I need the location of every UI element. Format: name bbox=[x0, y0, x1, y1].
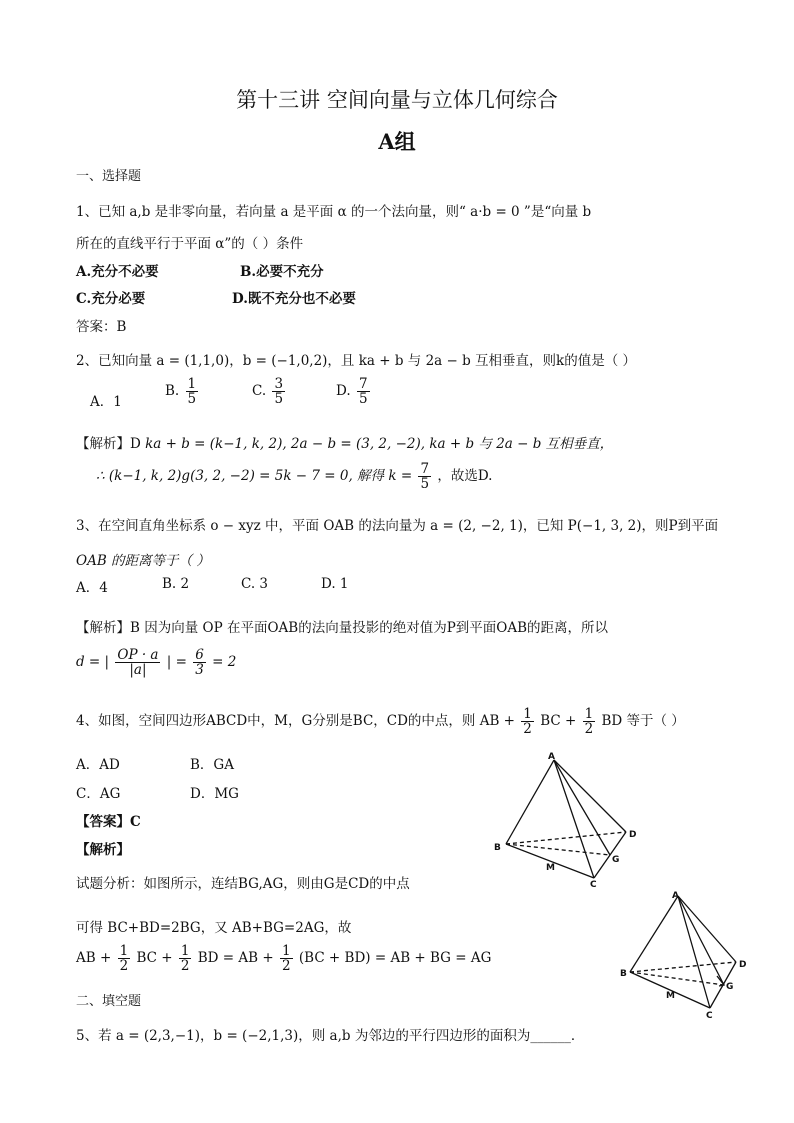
q5-stem: 5、若 a = (2,3,−1)，b = (−2,1,3)，则 a,b 为邻边的平行四边形的面积为______． bbox=[76, 1028, 585, 1044]
q2-option-c-den: 5 bbox=[274, 391, 284, 408]
q4-half-num-2: 1 bbox=[584, 706, 594, 722]
tetrahedron-figure-2 bbox=[620, 890, 760, 1020]
q3-analysis-tag: 【解析】B bbox=[76, 620, 140, 636]
fig1-label-a: A bbox=[548, 752, 555, 762]
q3-stem-line1: 3、在空间直角坐标系 o − xyz 中，平面 OAB 的法向量为 a = (2, −2, 1)，已知 P(−1, 3, 2)，则P到平面 bbox=[76, 518, 719, 534]
q4-option-d: D．MG bbox=[190, 786, 239, 802]
q2-analysis-line2 bbox=[96, 462, 492, 491]
q2-option-a: A．1 bbox=[90, 394, 122, 410]
q3-option-a: A．4 bbox=[76, 580, 108, 596]
q4-answer: 【答案】C bbox=[76, 814, 141, 830]
q2-option-c-num: 3 bbox=[274, 376, 284, 392]
q4-option-c: C．AG bbox=[76, 786, 121, 802]
section-fill-heading: 二、填空题 bbox=[76, 994, 142, 1009]
q2-option-c-label: C. bbox=[252, 383, 267, 400]
q4-a3-num-3: 1 bbox=[281, 943, 291, 959]
q2-analysis-tag: 【解析】D bbox=[76, 436, 141, 452]
q4-half-num-1: 1 bbox=[523, 706, 532, 722]
q2-option-b-den: 5 bbox=[187, 391, 197, 408]
edge-ac bbox=[678, 896, 710, 1008]
q4-option-b: B．GA bbox=[190, 757, 234, 773]
fig1-label-b: B bbox=[494, 843, 501, 853]
q4-analysis3-c: BD = AB + bbox=[197, 950, 274, 967]
q2-analysis-num: 7 bbox=[420, 461, 430, 477]
q1-option-d: D.既不充分也不必要 bbox=[232, 291, 356, 307]
fig1-label-c: C bbox=[590, 880, 597, 888]
fig2-label-g: G bbox=[726, 982, 734, 992]
edge-ac bbox=[554, 760, 594, 878]
q3-analysis-line bbox=[76, 616, 608, 636]
fig2-label-d: D bbox=[739, 960, 747, 970]
q4-analysis-tag: 【解析】 bbox=[76, 842, 130, 858]
q4-option-a: A．AD bbox=[76, 757, 120, 773]
q1-answer: 答案：B bbox=[76, 319, 127, 335]
section-choice-heading: 一、选择题 bbox=[76, 169, 142, 184]
edge-ab bbox=[506, 760, 554, 844]
q3-analysis-text: 因为向量 OP 在平面OAB的法向量投影的绝对值为P到平面OAB的距离，所以 bbox=[144, 620, 609, 636]
q3-option-d: D. 1 bbox=[321, 576, 349, 592]
q1-option-a: A.充分不必要 bbox=[76, 264, 159, 280]
fig2-label-c: C bbox=[706, 1011, 713, 1020]
q2-option-d-num: 7 bbox=[358, 376, 368, 392]
q1-stem-line1: 1、已知 a,b 是非零向量，若向量 a 是平面 α 的一个法向量，则“ a·b = 0 ”是“向量 b bbox=[76, 204, 592, 220]
fig1-label-g: G bbox=[612, 855, 620, 865]
q3-formula-num2: 6 bbox=[195, 647, 204, 663]
page-title: 第十三讲 空间向量与立体几何综合 bbox=[236, 88, 558, 112]
q4-analysis-line3 bbox=[76, 944, 491, 973]
q4-analysis-line1: 试题分析：如图所示，连结BG,AG，则由G是CD的中点 bbox=[76, 876, 410, 892]
q4-a3-den-3: 2 bbox=[281, 958, 291, 975]
q2-analysis-text2: ∴ (k−1, k, 2)g(3, 2, −2) = 5k − 7 = 0, 解得 k = bbox=[96, 468, 413, 485]
q4-stem-mid: BC + bbox=[540, 713, 577, 730]
q2-stem: 2、已知向量 a = (1,1,0)，b = (−1,0,2)，且 ka + b 与 2a − b 互相垂直，则k的值是（ ） bbox=[76, 353, 637, 369]
q2-option-b-label: B. bbox=[165, 383, 180, 400]
q3-stem-line2: OAB 的距离等于（ ） bbox=[76, 553, 210, 569]
q4-a3-den-1: 2 bbox=[119, 958, 129, 975]
q3-formula-pre: d = | bbox=[76, 654, 110, 671]
q4-analysis-line2: 可得 BC+BD=2BG，又 AB+BG=2AG，故 bbox=[76, 920, 352, 936]
q4-stem-pre: 4、如图，空间四边形ABCD中，M，G分别是BC，CD的中点，则 AB + bbox=[76, 713, 515, 730]
q3-option-b: B. 2 bbox=[162, 576, 190, 592]
fig1-label-d: D bbox=[629, 830, 637, 840]
q2-analysis-text1: ka + b = (k−1, k, 2), 2a − b = (3, 2, −2), ka + b 与 2a − b 互相垂直， bbox=[145, 436, 614, 452]
q2-option-b bbox=[165, 377, 200, 406]
q3-distance-formula bbox=[76, 648, 236, 677]
q2-analysis-line1 bbox=[76, 432, 613, 452]
q3-option-c: C. 3 bbox=[241, 576, 269, 592]
q1-option-b: B.必要不充分 bbox=[240, 264, 324, 280]
q4-analysis3-b: BC + bbox=[136, 950, 173, 967]
tetrahedron-figure-1 bbox=[490, 752, 640, 888]
q4-a3-num-1: 1 bbox=[119, 943, 129, 959]
q4-half-den-1: 2 bbox=[523, 721, 532, 738]
q2-analysis-den: 5 bbox=[420, 476, 430, 493]
fig2-label-m: M bbox=[666, 991, 675, 1001]
q2-option-d bbox=[336, 377, 372, 406]
edge-bd-hidden bbox=[506, 832, 626, 844]
q4-half-den-2: 2 bbox=[584, 721, 594, 738]
q4-a3-den-2: 2 bbox=[180, 958, 190, 975]
edge-bd-hidden bbox=[630, 962, 736, 972]
q4-analysis3-d: (BC + BD) = AB + BG = AG bbox=[298, 950, 492, 967]
q3-formula-mid: | = bbox=[166, 654, 187, 671]
edge-bc bbox=[630, 972, 710, 1008]
q2-option-d-den: 5 bbox=[358, 391, 368, 408]
edge-ab bbox=[630, 896, 678, 972]
q4-stem-post: BD 等于（ ） bbox=[601, 713, 685, 730]
q4-stem bbox=[76, 707, 685, 736]
q3-formula-den: |a| bbox=[129, 662, 147, 679]
q4-a3-num-2: 1 bbox=[180, 943, 190, 959]
q1-option-c: C.充分必要 bbox=[76, 291, 146, 307]
fig2-label-a: A bbox=[672, 891, 679, 901]
q2-option-c bbox=[252, 377, 287, 406]
page-subtitle: A组 bbox=[378, 129, 416, 154]
fig1-label-m: M bbox=[546, 863, 555, 873]
q3-formula-post: = 2 bbox=[212, 654, 237, 671]
q2-option-d-label: D. bbox=[336, 383, 351, 400]
q2-option-b-num: 1 bbox=[187, 376, 197, 392]
q2-analysis-post: ，故选D. bbox=[437, 468, 493, 485]
q4-analysis3-a: AB + bbox=[76, 950, 112, 967]
fig2-label-b: B bbox=[620, 969, 627, 979]
q3-formula-den2: 3 bbox=[195, 662, 204, 679]
q1-stem-line2: 所在的直线平行于平面 α”的（ ）条件 bbox=[76, 236, 304, 252]
q3-formula-num: OP · a bbox=[117, 647, 159, 663]
